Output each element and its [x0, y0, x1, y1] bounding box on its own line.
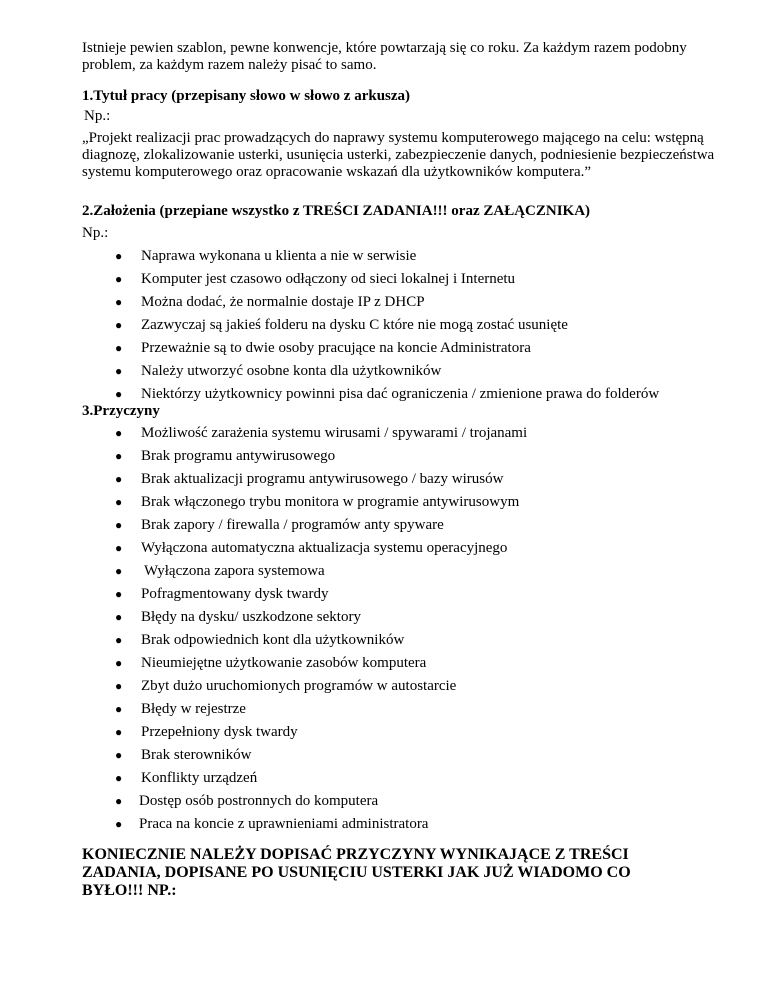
section1-heading: 1.Tytuł pracy (przepisany słowo w słowo z arkusza): [82, 88, 411, 104]
bullet-icon: ●: [115, 771, 123, 785]
section1-np: Np.:: [84, 108, 111, 124]
bullet-icon: ●: [115, 794, 123, 808]
bullet-icon: ●: [115, 702, 123, 716]
bullet-icon: ●: [115, 610, 123, 624]
bullet-icon: ●: [115, 679, 123, 693]
bullet-icon: ●: [115, 364, 123, 378]
bullet-icon: ●: [115, 656, 123, 670]
section2-np: Np.:: [82, 225, 109, 241]
bullet-icon: ●: [115, 272, 123, 286]
bullet-icon: ●: [115, 387, 123, 401]
bullet-icon: ●: [115, 587, 123, 601]
bullet-icon: ●: [115, 318, 123, 332]
intro-paragraph: Istnieje pewien szablon, pewne konwencje, które powtarzają się co roku. Za każdym razem podobny problem, za każdym razem należy pisać to samo.: [82, 40, 687, 73]
bullet-icon: ●: [115, 449, 123, 463]
section1-title-quote: „Projekt realizacji prac prowadzących do naprawy systemu komputerowego mającego na celu: wstępną diagnozę, zlokalizowanie usterki, usunięcia usterki, zabezpieczenie danych, podniesienie bezpieczeństwa systemu komputerowego oraz opracowanie wskazań dla użytkowników komputera.”: [82, 130, 715, 180]
bullet-icon: ●: [115, 341, 123, 355]
bullet-icon: ●: [115, 725, 123, 739]
bullet-icon: ●: [115, 564, 123, 578]
section3-heading: 3.Przyczyny: [82, 403, 160, 419]
section2-heading: 2.Założenia (przepiane wszystko z TREŚCI ZADANIA!!! oraz ZAŁĄCZNIKA): [82, 203, 591, 219]
bullet-icon: ●: [115, 295, 123, 309]
bullet-icon: ●: [115, 518, 123, 532]
bullet-icon: ●: [115, 249, 123, 263]
bullet-icon: ●: [115, 748, 123, 762]
bullet-icon: ●: [115, 495, 123, 509]
bullet-icon: ●: [115, 817, 123, 831]
bullet-icon: ●: [115, 426, 123, 440]
document-page: Istnieje pewien szablon, pewne konwencje, które powtarzają się co roku. Za każdym razem podobny problem, za każdym razem należy pisać to samo. 1.Tytuł pracy (przepisany słowo w słowo z arkusza) Np.: „Projekt realizacji prac prowadzących do naprawy systemu komputerowego mającego na celu: wstępną diagnozę, zlokalizowanie usterki, usunięcia usterki, zabezpieczenie danych, podniesienie bezpieczeństwa systemu komputerowego oraz opracowanie wskazań dla użytkowników komputera.” 2.Założenia (przepiane wszystko z TREŚCI ZADANIA!!! oraz ZAŁĄCZNIKA) Np.: ● Naprawa wykonana u klienta a nie w serwisie ● Komputer jest czasowo odłączony od sieci lokalnej i Internetu ● Można dodać, że normalnie dostaje IP z DHCP ● Zazwyczaj są jakieś folderu na dysku C które nie mogą zostać usunięte ● Przeważnie są to dwie osoby pracujące na koncie Administratora ● Należy utworzyć osobne konta dla użytkowników ● Niektórzy użytkownicy powinni pisa dać ograniczenia / zmienione prawa do folderów 3.Przyczyny ● Możliwość zarażenia systemu wirusami / spywarami / trojanami ● Brak programu antywirusowego ● Brak aktualizacji programu antywirusowego / bazy wirusów ● Brak włączonego trybu monitora w programie antywirusowym ● Brak zapory / firewalla / programów anty spyware ● Wyłączona automatyczna aktualizacja systemu operacyjnego ● Wyłączona zapora systemowa ● Pofragmentowany dysk twardy ● Błędy na dysku/ uszkodzone sektory ● Brak odpowiednich kont dla użytkowników ● Nieumiejętne użytkowanie zasobów komputera ● Zbyt dużo uruchomionych programów w autostarcie ● Błędy w rejestrze ● Przepełniony dysk twardy ● Brak sterowników ● Konflikty urządzeń ● Dostęp osób postronnych do komputera ● Praca na koncie z uprawnieniami administratora KONIECZNIE NALEŻY DOPISAĆ PRZYCZYNY WYNIKAJĄCE Z TREŚCI ZADANIA, DOPISANE PO USUNIĘCIU USTERKI JAK JUŻ WIADOMO CO BYŁO!!! NP.:: [0, 0, 768, 994]
bullet-icon: ●: [115, 541, 123, 555]
bullet-icon: ●: [115, 472, 123, 486]
final-note: KONIECZNIE NALEŻY DOPISAĆ PRZYCZYNY WYNIKAJĄCE Z TREŚCI ZADANIA, DOPISANE PO USUNIĘCIU USTERKI JAK JUŻ WIADOMO CO BYŁO!!! NP.:: [82, 846, 631, 899]
bullet-icon: ●: [115, 633, 123, 647]
